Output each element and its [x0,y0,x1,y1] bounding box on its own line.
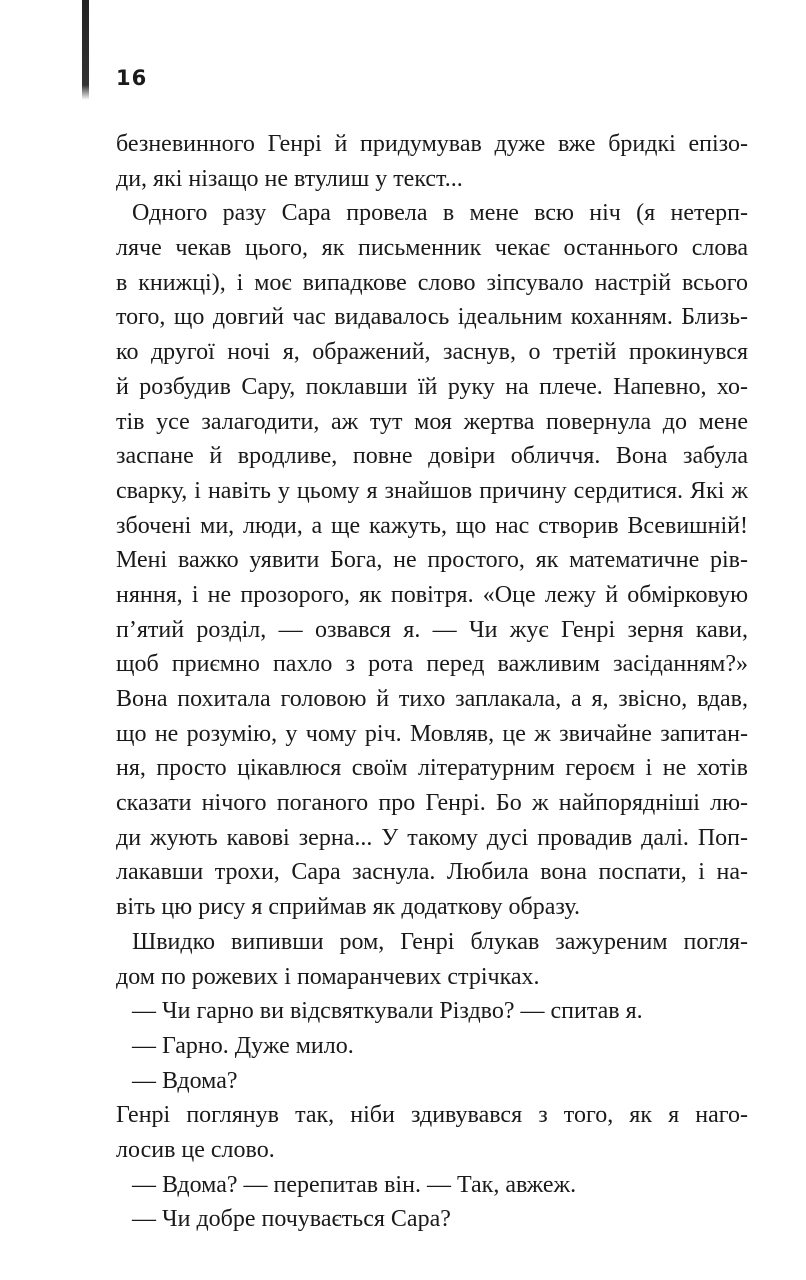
text-line: що не розумію, у чому річ. Мовляв, це ж звичайне запитан- [116,720,748,747]
text-line: Генрі поглянув так, ніби здивувався з того, як я наго- [116,1102,748,1129]
text-line: п’ятий розділ, — озвався я. — Чи жує Генрі зерня кави, [116,616,748,643]
text-line: сказати нічого поганого про Генрі. Бо ж найпорядніші лю- [116,790,748,817]
text-line: віть цю рису я сприймав як додаткову образу. [116,894,580,921]
text-line: того, що довгий час видавалось ідеальним коханням. Близь- [116,304,748,331]
text-line: заспане й вродливе, повне довіри обличчя. Вона забула [116,443,748,470]
text-line: тів усе залагодити, аж тут моя жертва повернула до мене [116,408,748,435]
binding-edge [82,0,89,100]
text-line: щоб приємно пахло з рота перед важливим засіданням?» [116,651,748,678]
body-text [116,127,748,1237]
text-line: ди жують кавові зерна... У такому дусі провадив далі. Поп- [116,824,748,851]
text-line: Одного разу Сара провела в мене всю ніч (я нетерп- [132,200,748,227]
text-line: — Вдома? — перепитав він. — Так, авжеж. [132,1171,577,1198]
text-line: лакавши трохи, Сара заснула. Любила вона поспати, і на- [116,859,748,886]
text-line: Вона похитала головою й тихо заплакала, а я, звісно, вдав, [116,686,748,712]
text-line: сварку, і навіть у цьому я знайшов причину сердитися. Які ж [116,477,748,504]
text-line: безневинного Генрі й придумував дуже вже бридкі епізо- [116,131,748,157]
text-line: — Гарно. Дуже мило. [132,1032,354,1059]
text-line: ко другої ночі я, ображений, заснув, о третій прокинувся [116,339,748,366]
page-number: 16 [116,66,148,90]
text-line: збочені ми, люди, а ще кажуть, що нас створив Всевишній! [116,512,748,539]
text-line: — Вдома? [132,1067,238,1094]
text-line: ня, просто цікавлюся своїм літературним героєм і не хотів [116,755,748,782]
text-line: ди, які нізащо не втулиш у текст... [116,165,463,192]
text-line: й розбудив Сару, поклавши їй руку на плече. Напевно, хо- [116,373,748,400]
text-line: в книжці), і моє випадкове слово зіпсувало настрій всього [116,269,748,296]
text-line: лосив це слово. [116,1136,275,1163]
text-line: Мені важко уявити Бога, не простого, як математичне рів- [116,547,748,574]
text-line: ляче чекав цього, як письменник чекає останнього слова [116,235,748,262]
text-line: Швидко випивши ром, Генрі блукав зажуреним погля- [132,928,748,955]
text-line: дом по рожевих і помаранчевих стрічках. [116,963,540,990]
text-line: няння, і не прозорого, як повітря. «Оце лежу й обмірковую [116,581,748,608]
text-line: — Чи гарно ви відсвяткували Різдво? — спитав я. [132,998,643,1025]
text-line: — Чи добре почувається Сара? [132,1206,451,1233]
